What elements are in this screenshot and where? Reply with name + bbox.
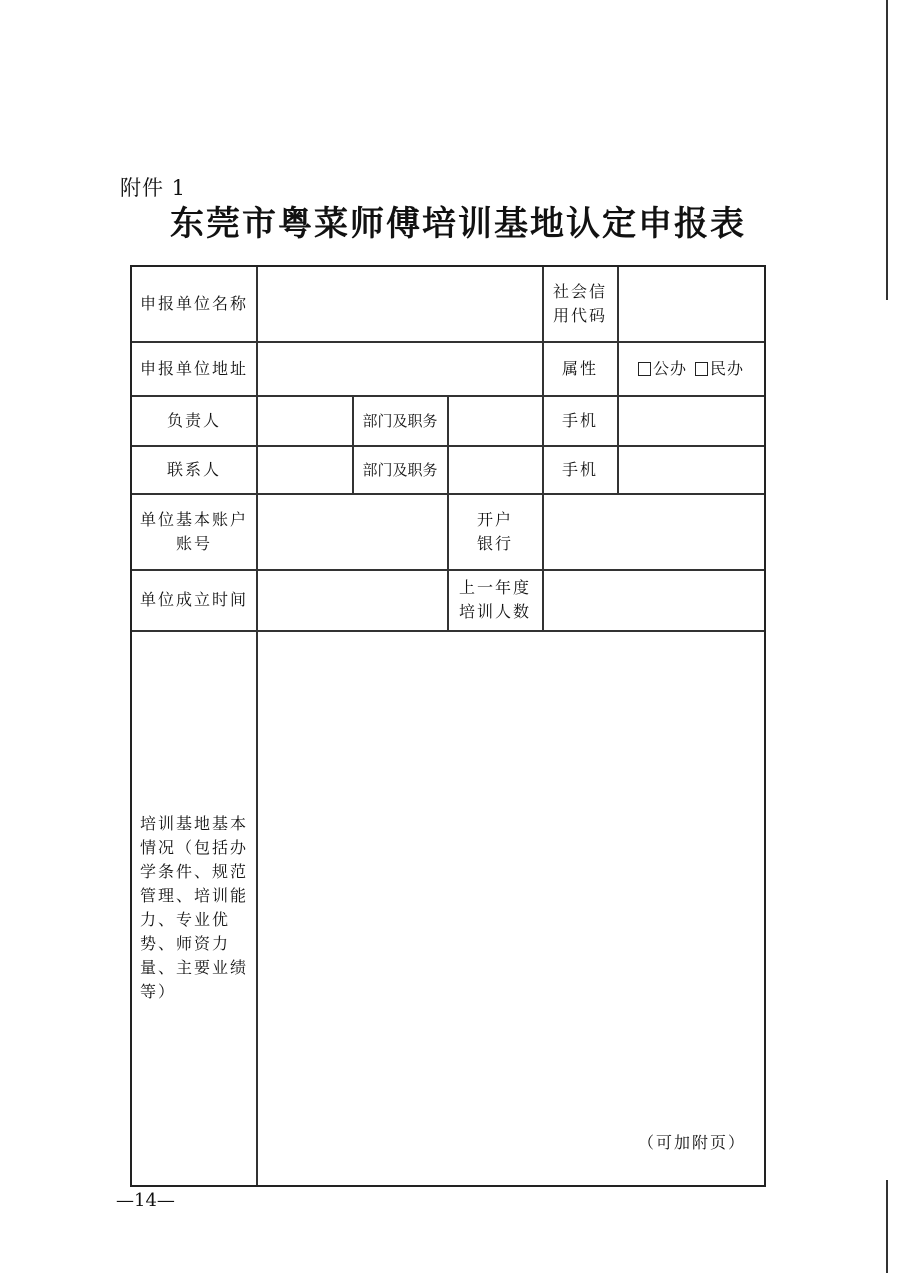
dept-position-label: 部门及职务	[362, 411, 438, 430]
page-title: 东莞市粤菜师傅培训基地认定申报表	[170, 204, 746, 244]
attachment-label: 附件 1	[120, 176, 187, 200]
checkbox-icon	[638, 362, 651, 376]
unit-address-field[interactable]	[257, 342, 542, 395]
page-number: —14—	[116, 1190, 175, 1211]
mobile-field[interactable]	[618, 396, 764, 445]
mobile-field[interactable]	[618, 446, 764, 493]
dept-position-field[interactable]	[448, 446, 542, 493]
public-checkbox[interactable]: 公办	[638, 357, 687, 381]
unit-name-field[interactable]	[257, 267, 542, 341]
scan-edge-line	[886, 0, 888, 300]
dept-position-field[interactable]	[448, 396, 542, 445]
bank-account-label: 单位基本账户 账号	[139, 509, 248, 553]
last-year-trainees-label: 上一年度 培训人数	[458, 578, 531, 621]
unit-name-label: 申报单位名称	[139, 294, 248, 313]
established-label: 单位成立时间	[139, 590, 248, 609]
contact-field[interactable]	[257, 446, 352, 493]
base-description-label: 培训基地基本情况（包括办学条件、规范管理、培训能力、专业优势、师资力量、主要业绩等）	[140, 814, 249, 1001]
attribute-label: 属性	[561, 358, 598, 378]
scan-edge-line	[886, 1180, 888, 1273]
attach-note: （可加附页）	[637, 1133, 746, 1152]
mobile-label: 手机	[561, 410, 598, 430]
person-in-charge-label: 负责人	[166, 410, 221, 430]
credit-code-label: 社会信 用代码	[552, 282, 607, 325]
bank-account-field[interactable]	[257, 494, 447, 569]
dept-position-label: 部门及职务	[362, 460, 438, 479]
bank-label: 开户 银行	[476, 509, 513, 553]
attribute-options	[618, 342, 764, 395]
private-checkbox[interactable]: 民办	[695, 357, 744, 381]
application-form-table	[130, 265, 766, 1187]
person-in-charge-field[interactable]	[257, 396, 352, 445]
last-year-trainees-field[interactable]	[543, 570, 764, 630]
established-field[interactable]	[257, 570, 447, 630]
bank-field[interactable]	[543, 494, 764, 569]
checkbox-icon	[695, 362, 708, 376]
credit-code-field[interactable]	[618, 267, 764, 341]
unit-address-label: 申报单位地址	[139, 358, 248, 378]
base-description-field[interactable]	[257, 631, 764, 1185]
contact-label: 联系人	[166, 459, 221, 479]
mobile-label: 手机	[561, 459, 598, 479]
